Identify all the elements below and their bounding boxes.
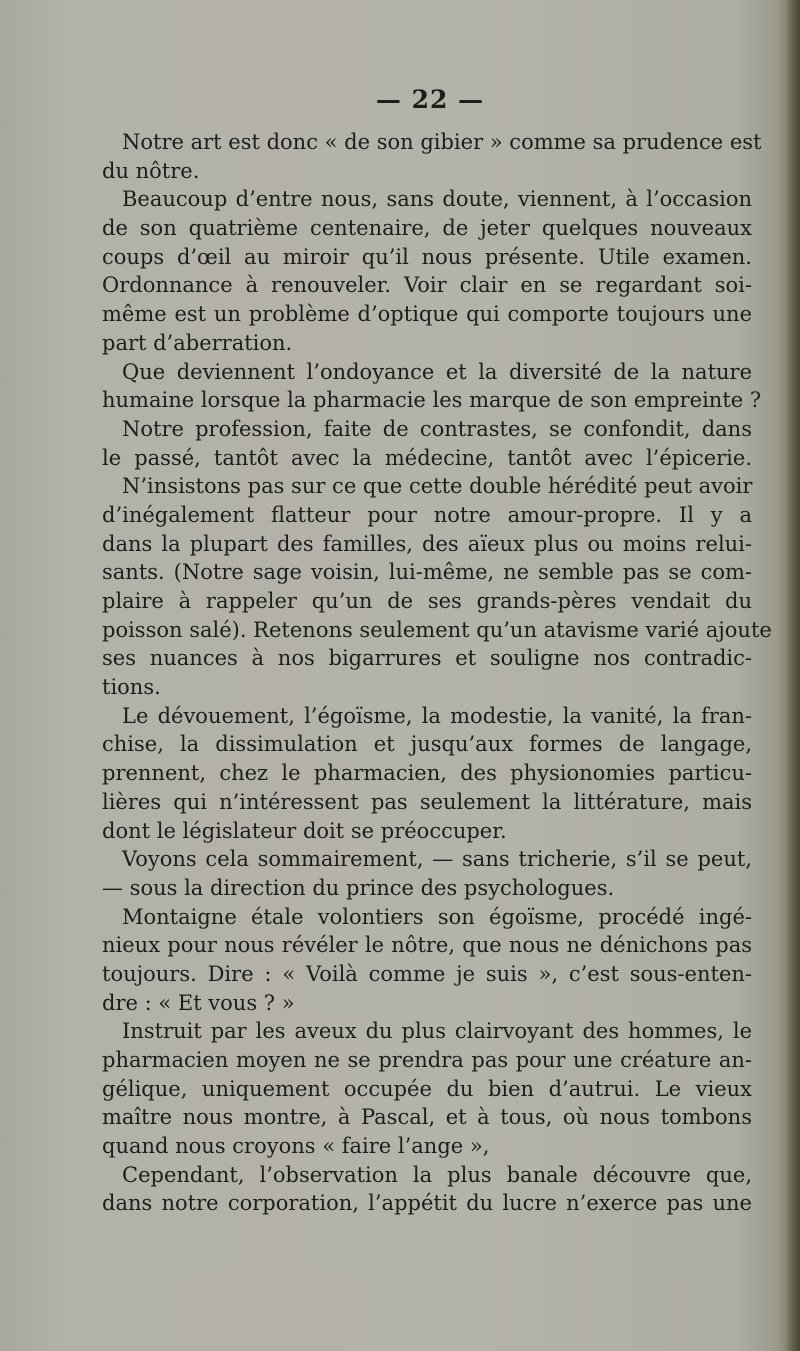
text-line: ses nuances à nos bigarrures et souligne nos contradic- <box>102 646 752 671</box>
text-line: chise, la dissimulation et jusqu’aux formes de langage, <box>102 732 752 757</box>
text-line: dans la plupart des familles, des aïeux plus ou moins relui- <box>102 531 752 556</box>
text-line: part d’aberration. <box>102 330 293 355</box>
text-line: Instruit par les aveux du plus clairvoyant des hommes, le <box>122 1019 752 1044</box>
text-line: Montaigne étale volontiers son égoïsme, procédé ingé- <box>122 904 752 929</box>
text-line: humaine lorsque la pharmacie les marque de son empreinte ? <box>102 388 762 413</box>
text-line: — sous la direction du prince des psychologues. <box>102 875 615 900</box>
text-line: pharmacien moyen ne se prendra pas pour une créature an- <box>102 1048 752 1072</box>
text-line: Notre art est donc « de son gibier » comme sa prudence est <box>122 130 762 154</box>
text-line: d’inégalement flatteur pour notre amour-propre. Il y a <box>102 502 752 527</box>
text-line: dans notre corporation, l’appétit du lucre n’exerce pas une <box>102 1191 752 1216</box>
text-line: lières qui n’intéressent pas seulement la littérature, mais <box>102 789 752 814</box>
body-text <box>102 128 772 1218</box>
text-line: quand nous croyons « faire l’ange », <box>102 1134 490 1159</box>
text-line: Ordonnance à renouveler. Voir clair en se regardant soi- <box>102 273 752 298</box>
text-line: dre : « Et vous ? » <box>102 990 295 1015</box>
text-line: de son quatrième centenaire, de jeter quelques nouveaux <box>102 216 752 241</box>
text-line: toujours. Dire : « Voilà comme je suis », c’est sous-enten- <box>102 961 752 986</box>
text-line: sants. (Notre sage voisin, lui-même, ne semble pas se com- <box>102 560 752 585</box>
text-line: le passé, tantôt avec la médecine, tantôt avec l’épicerie. <box>102 445 752 470</box>
text-line: Que deviennent l’ondoyance et la diversité de la nature <box>122 359 752 384</box>
text-line: Cependant, l’observation la plus banale découvre que, <box>122 1162 752 1187</box>
text-line: prennent, chez le pharmacien, des physionomies particu- <box>102 761 752 786</box>
text-line: plaire à rappeler qu’un de ses grands-pères vendait du <box>102 589 752 613</box>
text-line: tions. <box>102 675 161 700</box>
text-line: même est un problème d’optique qui comporte toujours une <box>102 302 752 327</box>
text-line: Notre profession, faite de contrastes, se confondit, dans <box>122 416 752 441</box>
text-line: Voyons cela sommairement, — sans tricherie, s’il se peut, <box>122 847 752 872</box>
text-line: coups d’œil au miroir qu’il nous présente. Utile examen. <box>102 244 752 269</box>
text-line: du nôtre. <box>102 158 200 183</box>
text-line: Le dévouement, l’égoïsme, la modestie, la vanité, la fran- <box>122 703 752 728</box>
page-number: — 22 — <box>375 85 485 114</box>
text-line: poisson salé). Retenons seulement qu’un atavisme varié ajoute <box>102 617 772 642</box>
page-edge-shadow <box>786 0 800 1351</box>
text-line: dont le législateur doit se préoccuper. <box>102 818 507 843</box>
text-line: N’insistons pas sur ce que cette double hérédité peut avoir <box>122 474 753 499</box>
text-line: gélique, uniquement occupée du bien d’autrui. Le vieux <box>102 1076 752 1101</box>
text-line: nieux pour nous révéler le nôtre, que nous ne dénichons pas <box>102 933 752 958</box>
text-line: maître nous montre, à Pascal, et à tous, où nous tombons <box>102 1105 752 1130</box>
text-line: Beaucoup d’entre nous, sans doute, viennent, à l’occasion <box>122 187 752 212</box>
